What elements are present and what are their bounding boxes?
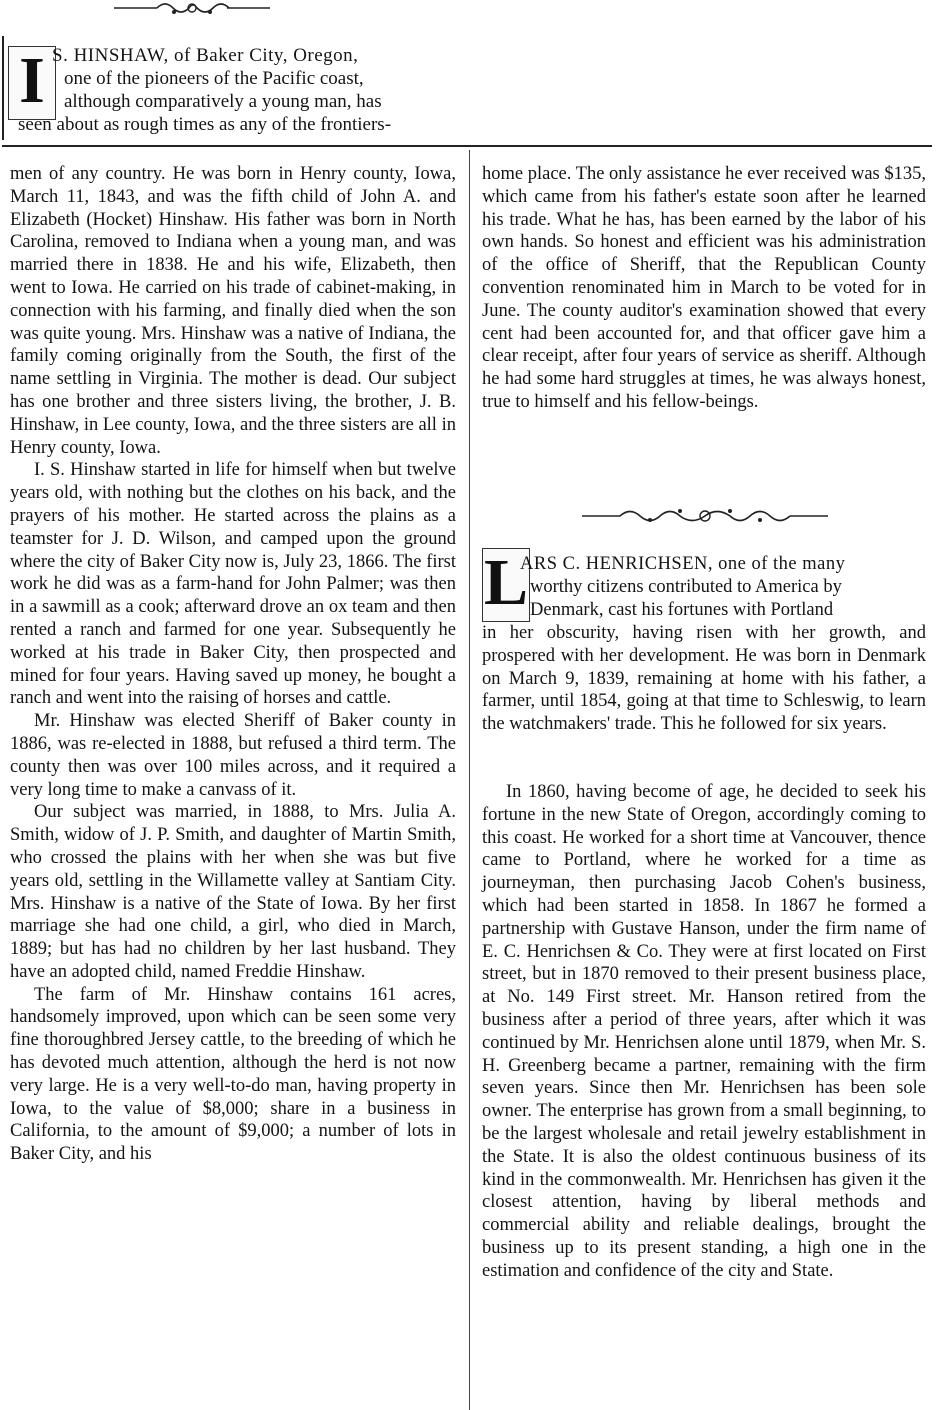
section-ornament-icon: [580, 505, 830, 527]
paragraph: home place. The only assistance he ever received was $135, which came from his father's estate soon after he learned his trade. What he has, has been earned by the labor of his own hands. So honest and efficient was his administration of the office of Sheriff, that the Republican County convention renominated him in March to be voted for in June. The county auditor's examination showed that every cent had been accounted for, and that officer gave him a clear receipt, after four years of service as sheriff. Although he had some hard struggles at times, he was always honest, true to himself and his fellow-beings.: [482, 164, 926, 412]
paragraph: men of any country. He was born in Henry county, Iowa, March 11, 1843, and was the fifth child of John A. and Elizabeth (Hocket) Hinshaw. His father was born in North Carolina, removed to Indiana when a young man, and was married there in 1838. He and his wife, Elizabeth, then went to Iowa. He carried on his trade of cabinet-making, in connection with his farming, and finally died when the son was quite young. Mrs. Hinshaw was a native of Indiana, the family coming originally from the South, the first of the name settling in Virginia. The mother is dead. Our subject has one brother and three sisters living, the brother, J. B. Hinshaw, in Lee county, Iowa, and the three sisters are all in Henry county, Iowa.: [10, 164, 456, 458]
paragraph: Our subject was married, in 1888, to Mrs. Julia A. Smith, widow of J. P. Smith, and daughter of Martin Smith, who crossed the plains with her when she was but five years old, settling in the Willamette valley at Santiam City. Mrs. Hinshaw is a native of the State of Iowa. By her first marriage she had one child, a girl, who died in March, 1889; but has had no children by her last husband. They have an adopted child, named Freddie Hinshaw.: [10, 802, 456, 982]
intro-line: S. HINSHAW, of Baker City, Oregon,: [52, 45, 359, 66]
intro-line: seen about as rough times as any of the frontiers-: [18, 114, 392, 135]
article1-intro-last: [18, 113, 391, 136]
right-column-bottom: [482, 781, 926, 1283]
drop-cap-letter: L: [483, 546, 529, 619]
article2-intro: [520, 553, 846, 621]
right-column-top: [482, 163, 926, 414]
paragraph: I. S. Hinshaw started in life for himself when but twelve years old, with nothing but the clothes on his back, and the prayers of his mother. He started across the plains as a teamster for J. D. Wilson, and camped upon the ground where the city of Baker City now is, July 23, 1866. The first work he did was as a farm-hand for John Palmer; was then in a sawmill as a cook; afterward drove an ox team and then rented a ranch and farmed for one year. Subsequently he worked at his trade in Baker City, then prospected and mined for four years. Having saved up money, he bought a ranch and went into the raising of horses and cattle.: [10, 460, 456, 709]
top-ornament-icon: [112, 0, 272, 18]
intro-line: one of the pioneers of the Pacific coast,: [64, 68, 364, 89]
header-divider: [2, 145, 932, 147]
drop-cap-letter: I: [19, 44, 45, 117]
intro-line: ARS C. HENRICHSEN, one of the many: [520, 554, 846, 574]
column-divider: [469, 150, 470, 1410]
article2-intro-continued: [482, 622, 926, 736]
paragraph: Mr. Hinshaw was elected Sheriff of Baker county in 1886, was re-elected in 1888, but refused a third term. The county then was over 100 miles across, and it required a very long time to make a canvass of it.: [10, 711, 456, 800]
paragraph: in her obscurity, having risen with her growth, and prospered with her development. He was born in Denmark on March 9, 1839, remaining at home with his father, a farmer, until 1854, going at that time to Schleswig, to learn the watchmakers' trade. This he followed for six years.: [482, 623, 926, 735]
paragraph: The farm of Mr. Hinshaw contains 161 acres, handsomely improved, upon which can be seen some very fine thoroughbred Jersey cattle, to the breeding of which he has devoted much attention, although the herd is not now very large. He is a very well-to-do man, having property in Iowa, to the value of $8,000; share in a business in California, to the amount of $9,000; a number of lots in Baker City, and his: [10, 984, 456, 1165]
left-column: [10, 163, 456, 1166]
article1-intro: [48, 44, 382, 113]
intro-line: Denmark, cast his fortunes with Portland: [530, 599, 834, 620]
intro-line: worthy citizens contributed to America by: [530, 576, 842, 597]
paragraph: In 1860, having become of age, he decided to seek his fortune in the new State of Oregon, accordingly coming to this coast. He worked for a short time at Vancouver, thence came to Portland, where he worked for a time as journeyman, then purchasing Jacob Cohen's business, which had been started in 1858. In 1867 he formed a partnership with Gustave Hanson, under the firm name of E. C. Henrichsen & Co. They were at first located on First street, but in 1870 removed to their present business place, at No. 149 First street. Mr. Hanson retired from the business after a period of three years, after which it was continued by Mr. Henrichsen alone until 1879, when Mr. S. H. Greenberg became a partner, remaining with the firm seven years. Since then Mr. Henrichsen has been sole owner. The enterprise has grown from a small beginning, to be the largest wholesale and retail jewelry establishment in the State. It is also the oldest continuous business of its kind in the commonwealth. Mr. Henrichsen has given it the closest attention, having by liberal methods and commercial ability and reliable dealings, brought the business up to its present standing, a high one in the estimation and confidence of the city and State.: [482, 782, 926, 1281]
intro-line: although comparatively a young man, has: [64, 91, 382, 112]
